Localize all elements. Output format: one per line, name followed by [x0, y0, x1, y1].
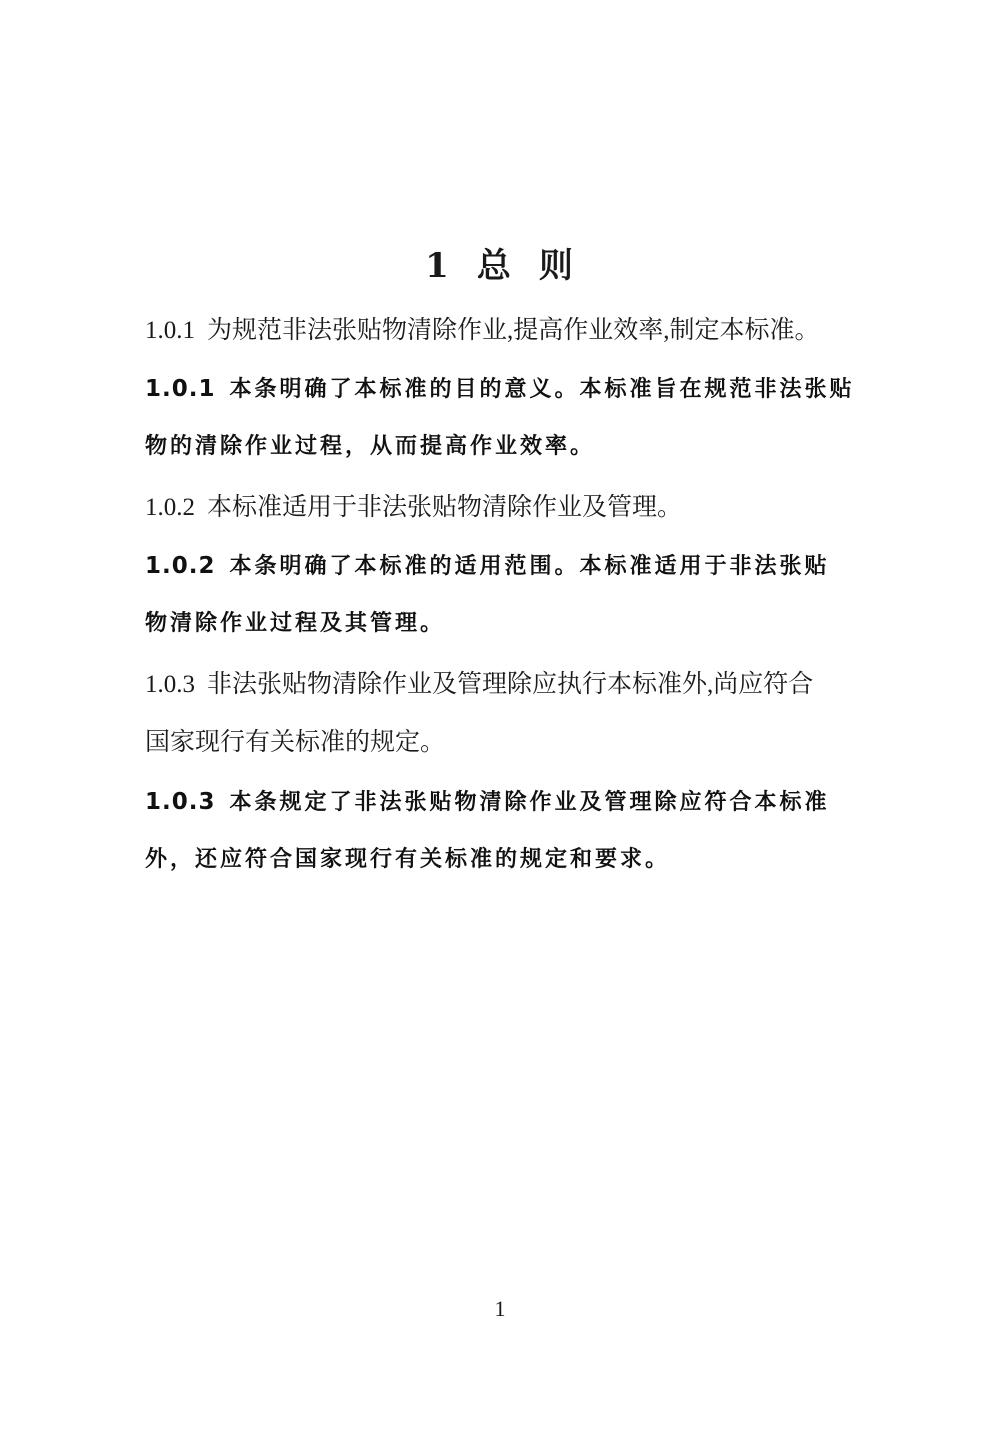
commentary-text-line-1: 本条明确了本标准的目的意义。本标准旨在规范非法张贴 [229, 377, 855, 402]
clause-number: 1.0.1 [145, 317, 195, 344]
commentary-text-line-1: 本条规定了非法张贴物清除作业及管理除应符合本标准 [229, 790, 830, 815]
commentary-1-0-2-line-2 [145, 595, 865, 653]
clause-text-line-2: 国家现行有关标准的规定。 [145, 729, 446, 756]
commentary-1-0-3 [145, 773, 865, 832]
commentary-1-0-1-line-2 [145, 418, 865, 476]
commentary-text-line-1: 本条明确了本标准的适用范围。本标准适用于非法张贴 [229, 554, 830, 579]
clause-1-0-3 [145, 656, 865, 714]
chapter-title-char-2: 则 [538, 246, 575, 286]
clause-1-0-3-line-2 [145, 714, 865, 772]
commentary-1-0-2 [145, 537, 865, 596]
clause-text-line-1: 非法张贴物清除作业及管理除应执行本标准外,尚应符合 [207, 671, 814, 698]
chapter-title-char-1: 总 [476, 246, 513, 286]
chapter-title [0, 238, 1000, 287]
commentary-number: 1.0.2 [145, 553, 216, 579]
commentary-number: 1.0.1 [145, 376, 216, 402]
chapter-number: 1 [425, 246, 451, 286]
clause-text: 本标准适用于非法张贴物清除作业及管理。 [207, 494, 683, 521]
clause-1-0-1 [145, 302, 865, 360]
clause-number: 1.0.3 [145, 671, 195, 698]
clause-text: 为规范非法张贴物清除作业,提高作业效率,制定本标准。 [207, 317, 820, 344]
clause-number: 1.0.2 [145, 494, 195, 521]
commentary-text-line-2: 物清除作业过程及其管理。 [145, 611, 446, 636]
commentary-text-line-2: 外，还应符合国家现行有关标准的规定和要求。 [145, 847, 671, 872]
clause-1-0-2 [145, 479, 865, 537]
commentary-number: 1.0.3 [145, 789, 216, 815]
commentary-text-line-2: 物的清除作业过程，从而提高作业效率。 [145, 434, 596, 459]
commentary-1-0-1 [145, 360, 865, 419]
page-number: 1 [494, 1296, 506, 1321]
commentary-1-0-3-line-2 [145, 831, 865, 889]
